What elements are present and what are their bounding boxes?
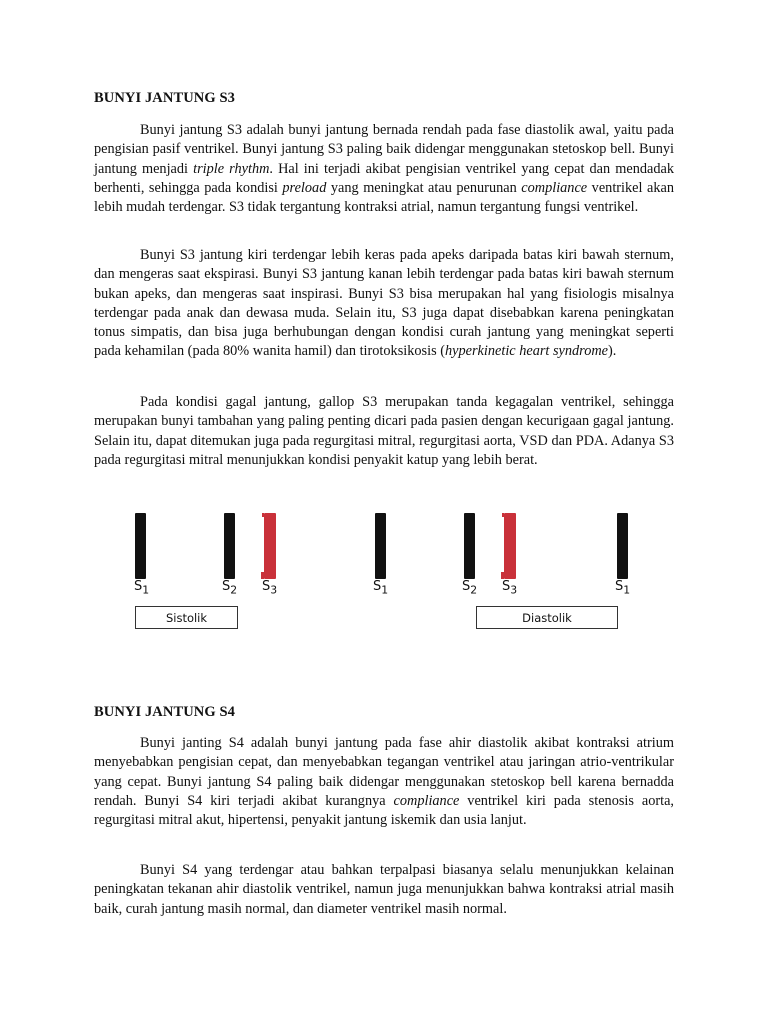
- text-run: . Hal ini terjadi akibat pengisian ventrikel yang cepat dan mendadak berhenti, sehingga pada kondisi: [94, 160, 674, 196]
- label-s3: $S_3$: [262, 579, 278, 597]
- text-run: Bunyi janting S4 adalah bunyi jantung pada fase ahir diastolik akibat kontraksi atrium menyebabkan pengisian cepat, dan menyebabkan tegangan ventrikel atau jaringan atrio-ventrikular yang cepat. Bunyi jantung S4 paling baik didengar menggunakan stetoskop bell karena bernadda rendah. Bunyi S4 kiri terjadi akibat kurangnya: [94, 735, 674, 809]
- italic-term: hyperkinetic heart syndrome: [444, 343, 609, 360]
- label-s3: $S_3$: [502, 579, 518, 597]
- paragraph-s3-heart-failure: [94, 393, 674, 470]
- label-s2: $S_2$: [222, 579, 238, 597]
- text-run: Bunyi S3 jantung kiri terdengar lebih keras pada apeks daripada batas kiri bawah sternum, dan mengeras saat ekspirasi. Bunyi S3 jantung kanan lebih terdengar pada batas kiri bawah sternum bukan apeks, dan mengeras saat inspirasi. Bunyi S3 bisa merupakan hal yang fisiologis misalnya terdengar pada anak dan dewasa muda. Selain itu, S3 juga dapat disebabkan karena peningkatan tonus simpatis, dan bisa juga berhubungan dengan kondisi curah jantung yang meningkat seperti pada kehamilan (pada 80% wanita hamil) dan tirotoksikosis (: [94, 247, 674, 360]
- label-s1: $S_1$: [373, 579, 389, 597]
- label-s2: $S_2$: [462, 579, 478, 597]
- paragraph-s3-definition: [94, 121, 674, 217]
- italic-term: preload: [282, 179, 327, 196]
- systolic-box: Sistolik: [135, 606, 238, 629]
- sound-bar-s1: [617, 513, 628, 579]
- text-run: yang meningkat atau penurunan: [326, 179, 522, 196]
- sound-bar-s3: [264, 513, 276, 579]
- paragraph-s3-location: [94, 246, 674, 362]
- italic-term: compliance: [521, 179, 588, 196]
- paragraph-s4-definition: [94, 734, 674, 830]
- text-run: ventrikel kiri pada stenosis aorta, regurgitasi mitral akut, hipertensi, penyakit jantung iskemik dan usia lanjut.: [94, 792, 674, 829]
- label-s1: $S_1$: [134, 579, 150, 597]
- heart-sound-diagram: [0, 505, 768, 635]
- text-run: Pada kondisi gagal jantung, gallop S3 merupakan tanda kegagalan ventrikel, sehingga merupakan bunyi tambahan yang paling penting dicari pada pasien dengan kecurigaan gagal jantung. Selain itu, dapat ditemukan juga pada regurgitasi mitral, regurgitasi aorta, VSD dan PDA. Adanya S3 pada regurgitasi mitral menunjukkan kondisi penyakit katup yang lebih berat.: [94, 394, 674, 468]
- diastolic-box: Diastolik: [476, 606, 618, 629]
- italic-term: triple rhythm: [193, 160, 270, 177]
- label-s1: $S_1$: [615, 579, 631, 597]
- heading-s4: BUNYI JANTUNG S4: [94, 704, 235, 720]
- sound-bar-s1: [135, 513, 146, 579]
- text-run: Bunyi S4 yang terdengar atau bahkan terpalpasi biasanya selalu menunjukkan kelainan peningkatan tekanan ahir diastolik ventrikel, namun juga menunjukkan bahwa kontraksi atrial masih baik, curah jantung masih normal, dan diameter ventrikel masih normal.: [94, 862, 674, 917]
- sound-bar-s2: [464, 513, 475, 579]
- text-run: ventrikel akan lebih mudah terdengar. S3 tidak tergantung kontraksi atrial, namun tergantung fungsi ventrikel.: [94, 179, 674, 216]
- text-run: ).: [608, 343, 617, 360]
- text-run: Bunyi jantung S3 adalah bunyi jantung bernada rendah pada fase diastolik awal, yaitu pada pengisian pasif ventrikel. Bunyi jantung S3 paling baik didengar menggunakan stetoskop bell. Bunyi jantung menjadi: [94, 122, 674, 177]
- sound-bar-s1: [375, 513, 386, 579]
- heading-s3: BUNYI JANTUNG S3: [94, 90, 235, 106]
- sound-bar-s3: [504, 513, 516, 579]
- paragraph-s4-significance: [94, 861, 674, 919]
- sound-bar-s2: [224, 513, 235, 579]
- italic-term: compliance: [393, 792, 460, 809]
